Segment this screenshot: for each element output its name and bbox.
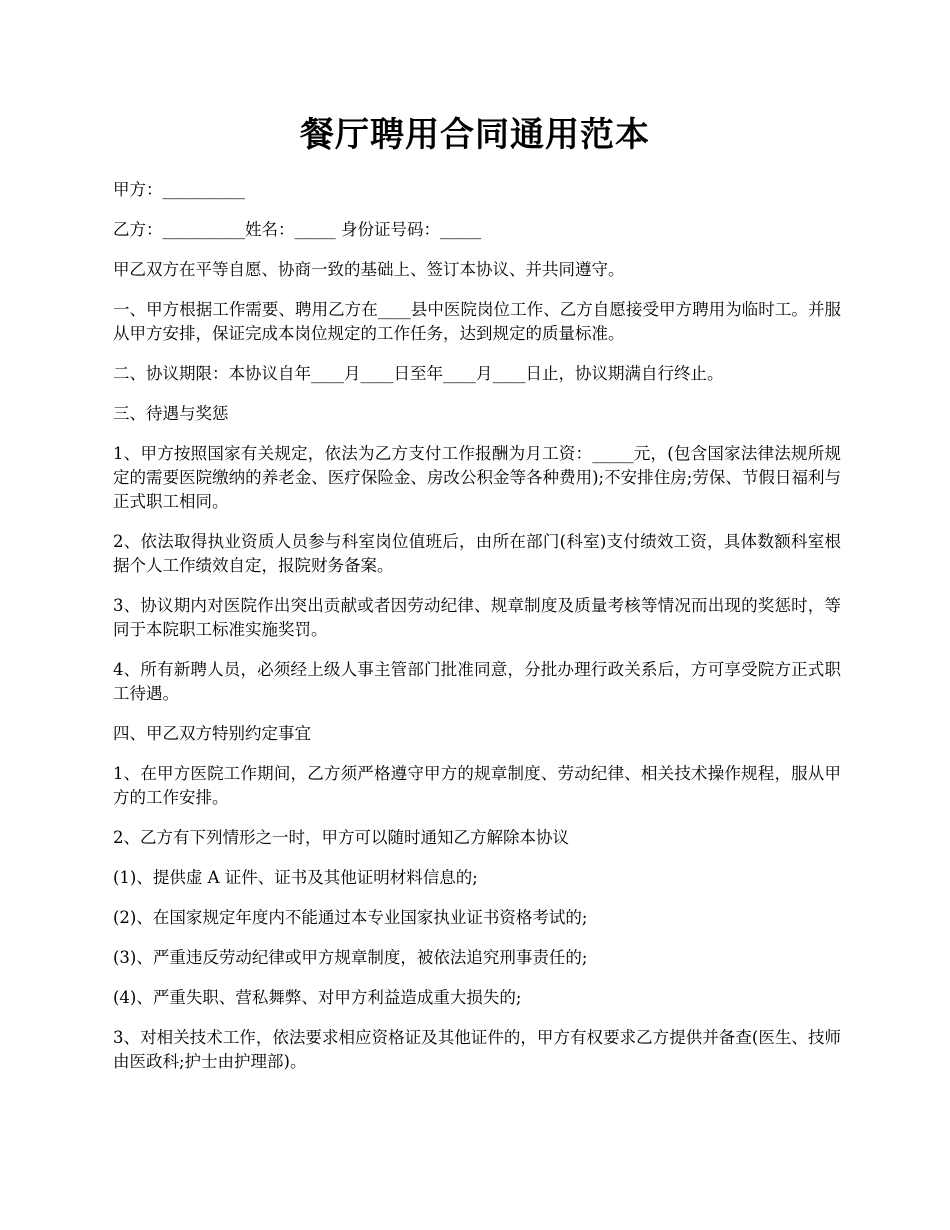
- termination-case-2: (2)、在国家规定年度内不能通过本专业国家执业证书资格考试的;: [113, 908, 588, 927]
- section-3-item-1: 1、甲方按照国家有关规定，依法为乙方支付工作报酬为月工资：_____元，(包含国家法律法规所规定的需要医院缴纳的养老金、医疗保险金、房改公积金等各种费用);不安排住房;劳保、节假日福利与正式职工相同。: [113, 444, 841, 511]
- clause-1-paragraph: 一、甲方根据工作需要、聘用乙方在____县中医院岗位工作、乙方自愿接受甲方聘用为临时工。并服从甲方安排，保证完成本岗位规定的工作任务，达到规定的质量标准。: [113, 300, 841, 343]
- section-3-item-2: 2、依法取得执业资质人员参与科室岗位值班后，由所在部门(科室)支付绩效工资，具体数额科室根据个人工作绩效自定，报院财务备案。: [113, 532, 841, 575]
- section-4-item-1: 1、在甲方医院工作期间，乙方须严格遵守甲方的规章制度、劳动纪律、相关技术操作规程，服从甲方的工作安排。: [113, 764, 841, 807]
- party-b-line: 乙方：__________姓名：_____ 身份证号码：_____: [113, 220, 482, 239]
- section-4-item-2: 2、乙方有下列情形之一时，甲方可以随时通知乙方解除本协议: [113, 828, 569, 847]
- party-a-line: 甲方：__________: [113, 180, 245, 199]
- preamble-paragraph: 甲乙双方在平等自愿、协商一致的基础上、签订本协议、并共同遵守。: [113, 260, 625, 279]
- clause-2-paragraph: 二、协议期限：本协议自年____月____日至年____月____日止，协议期满自行终止。: [113, 364, 724, 383]
- termination-case-4: (4)、严重失职、营私舞弊、对甲方利益造成重大损失的;: [113, 988, 522, 1007]
- section-4-item-3: 3、对相关技术工作，依法要求相应资格证及其他证件的，甲方有权要求乙方提供并备查(医生、技师由医政科;护士由护理部)。: [113, 1028, 841, 1071]
- section-3-item-4: 4、所有新聘人员，必须经上级人事主管部门批准同意，分批办理行政关系后，方可享受院方正式职工待遇。: [113, 660, 841, 703]
- section-4-heading: 四、甲乙双方特别约定事宜: [113, 724, 311, 743]
- document-body: [113, 178, 841, 1090]
- termination-case-1: (1)、提供虚 A 证件、证书及其他证明材料信息的;: [113, 868, 478, 887]
- section-3-item-3: 3、协议期内对医院作出突出贡献或者因劳动纪律、规章制度及质量考核等情况而出现的奖惩时，等同于本院职工标准实施奖罚。: [113, 596, 841, 639]
- termination-case-3: (3)、严重违反劳动纪律或甲方规章制度，被依法追究刑事责任的;: [113, 948, 588, 967]
- document-title: 餐厅聘用合同通用范本: [300, 115, 650, 155]
- section-3-heading: 三、待遇与奖惩: [113, 404, 229, 423]
